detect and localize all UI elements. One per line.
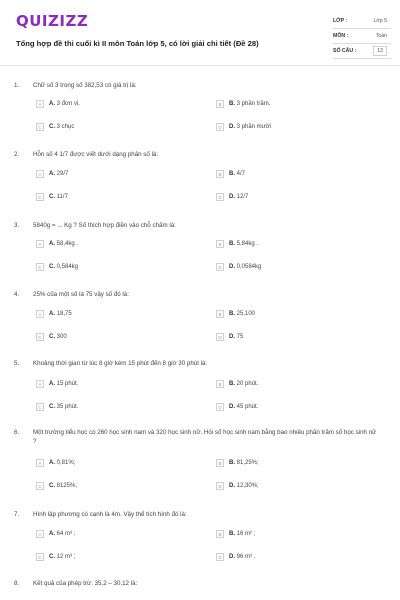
question-number: 6. [14,429,20,436]
option-letter-box: A [36,310,44,318]
option-text [49,381,78,387]
option-letter-box: D [216,263,224,271]
answer-option-b[interactable] [216,308,255,320]
option-letter-box: A [36,170,44,178]
option-text [229,194,248,200]
option-value: 15 phút. [55,381,79,387]
option-text [229,381,258,387]
option-text [49,124,74,130]
question-number: 4. [14,291,20,298]
option-label: D. [229,334,235,340]
option-value: 25,100 [235,311,256,317]
option-letter-box: C [36,263,44,271]
question-number: 2. [14,151,20,158]
option-text [49,194,68,200]
option-text [229,264,261,270]
option-text [49,171,68,177]
meta-box [333,14,391,59]
option-text [49,334,67,340]
answer-option-c[interactable] [36,551,75,563]
option-letter-box: B [216,380,224,388]
option-label: D. [229,124,235,130]
option-text [229,241,258,247]
option-label: B. [229,101,235,107]
answer-option-c[interactable] [36,191,68,203]
option-value: 3 chục [55,124,75,130]
option-letter-box: C [36,123,44,131]
option-value: 12,30%; [235,483,259,489]
option-letter-box: D [216,482,224,490]
option-label: A. [49,531,55,537]
answer-option-a[interactable] [36,378,78,390]
meta-subject-row [333,29,391,44]
answer-option-a[interactable] [36,308,72,320]
option-text [229,171,245,177]
option-text [49,404,78,410]
option-letter-box: B [216,170,224,178]
option-label: B. [229,241,235,247]
option-text [49,460,75,466]
meta-subject-key: MÔN : [333,33,349,39]
option-letter-box: A [36,240,44,248]
answer-option-a[interactable] [36,168,68,180]
option-letter-box: A [36,530,44,538]
option-text [49,311,72,317]
question-text: Hỗn số 4 1/7 được viết dưới dạng phân số là: [33,151,159,158]
answer-option-c[interactable] [36,401,78,413]
answer-option-b[interactable] [216,528,255,540]
option-value: 0,0584kg [235,264,262,270]
option-label: D. [229,554,235,560]
option-value: 20 phút. [235,381,259,387]
option-text [49,554,75,560]
meta-class-value: Lớp 5 [373,18,387,24]
option-label: B. [229,381,235,387]
answer-option-b[interactable] [216,98,270,110]
option-value: 300 [55,334,67,340]
option-value: 3 đơn vị. [55,101,80,107]
answer-option-a[interactable] [36,238,78,250]
option-letter-box: C [36,403,44,411]
header-divider [0,65,400,66]
answer-option-d[interactable] [216,261,261,273]
option-value: 8125%; [55,483,78,489]
meta-count-row [333,44,391,59]
option-letter-box: C [36,193,44,201]
option-value: 81,25%; [235,460,259,466]
option-label: A. [49,311,55,317]
meta-class-row [333,14,391,29]
option-text [229,334,243,340]
question-number: 3. [14,222,20,229]
option-label: D. [229,404,235,410]
option-value: 4/7 [235,171,246,177]
option-value: 75 [235,334,244,340]
option-text [229,531,255,537]
option-value: 12/7 [235,194,249,200]
option-letter-box: B [216,459,224,467]
option-value: 35 phút. [55,404,79,410]
answer-option-c[interactable] [36,331,67,343]
option-label: C. [49,404,55,410]
question-number: 8. [14,580,20,587]
answer-option-b[interactable] [216,168,245,180]
option-letter-box: D [216,123,224,131]
option-value: 58,4kg . [55,241,79,247]
option-letter-box: C [36,553,44,561]
option-text [229,404,258,410]
option-value: 96 m³ . [235,554,256,560]
option-letter-box: D [216,403,224,411]
option-text [229,483,259,489]
answer-option-a[interactable] [36,457,75,469]
option-label: A. [49,381,55,387]
option-label: B. [229,460,235,466]
option-letter-box: C [36,333,44,341]
option-value: 12 m³ ; [55,554,76,560]
answer-option-b[interactable] [216,378,258,390]
option-letter-box: B [216,100,224,108]
option-letter-box: A [36,459,44,467]
option-value: 45 phút. [235,404,259,410]
answer-option-d[interactable] [216,331,243,343]
option-label: B. [229,311,235,317]
option-label: B. [229,171,235,177]
option-letter-box: D [216,193,224,201]
answer-option-d[interactable] [216,191,248,203]
question-number: 7. [14,511,20,518]
answer-option-c[interactable] [36,121,74,133]
option-value: 16 m² ; [235,531,256,537]
answer-option-d[interactable] [216,401,258,413]
option-value: 3 phần mười [235,124,271,130]
option-label: A. [49,460,55,466]
question-text: Kết quả của phép trừ: 35,2 – 30,12 là: [33,580,138,587]
option-label: C. [49,124,55,130]
quizizz-logo: QUIZIZZ [16,12,89,30]
option-text [229,124,271,130]
option-value: 5,84kg . [235,241,259,247]
option-label: C. [49,334,55,340]
option-label: A. [49,241,55,247]
meta-class-key: LỚP : [333,18,348,24]
option-label: D. [229,264,235,270]
question-number: 1. [14,82,20,89]
option-value: 3 phần trăm. [235,101,271,107]
option-letter-box: C [36,482,44,490]
option-letter-box: B [216,530,224,538]
option-text [49,241,78,247]
option-label: C. [49,194,55,200]
option-letter-box: A [36,380,44,388]
question-text: 25% của một số là 75 vậy số đó là: [33,291,129,298]
question-text: Hình lập phương có cạnh là 4m. Vậy thể tích hình đó là: [33,511,187,518]
option-label: D. [229,194,235,200]
option-text [49,531,75,537]
answer-option-a[interactable] [36,528,75,540]
option-label: C. [49,264,55,270]
answer-option-c[interactable] [36,480,77,492]
option-letter-box: D [216,333,224,341]
option-text [49,483,77,489]
answer-option-b[interactable] [216,238,258,250]
option-label: C. [49,554,55,560]
option-value: 11/7 [55,194,68,200]
option-value: 0,81%; [55,460,76,466]
option-value: 64 m³ ; [55,531,76,537]
question-text: Chữ số 3 trong số 382,53 có giá trị là: [33,82,137,89]
option-text [229,311,255,317]
answer-option-c[interactable] [36,261,78,273]
question-text: Khoảng thời gian từ lúc 8 giờ kém 15 phút đến 8 giờ 30 phút là: [33,360,208,367]
page-title: Tổng hợp đề thi cuối kì II môn Toán lớp 5, có lời giải chi tiết (Đề 28) [16,39,259,48]
option-letter-box: B [216,240,224,248]
meta-subject-value: Toán [375,33,387,39]
option-value: 0,584kg [55,264,79,270]
answer-option-d[interactable] [216,121,271,133]
question-text: 5840g = ... Kg ? Số thích hợp điền vào chỗ chấm là: [33,222,176,229]
meta-count-value: 13 [373,46,387,56]
option-text [229,101,270,107]
option-label: B. [229,531,235,537]
question-text: Một trường tiểu học có 260 học sinh nam và 320 học sinh nữ. Hỏi số học sinh nam bằng bao nhiêu phần trăm số học sinh nữ ? [33,429,377,445]
answer-option-b[interactable] [216,457,259,469]
option-letter-box: A [36,100,44,108]
option-value: 18,75 [55,311,72,317]
answer-option-a[interactable] [36,98,80,110]
option-text [49,101,80,107]
option-value: 29/7 [55,171,69,177]
answer-option-d[interactable] [216,551,255,563]
option-letter-box: D [216,553,224,561]
question-number: 5. [14,360,20,367]
meta-count-key: SỐ CÂU : [333,48,357,54]
option-label: A. [49,171,55,177]
option-text [229,554,255,560]
option-text [229,460,259,466]
option-label: C. [49,483,55,489]
option-text [49,264,78,270]
option-label: A. [49,101,55,107]
option-label: D. [229,483,235,489]
answer-option-d[interactable] [216,480,259,492]
option-letter-box: B [216,310,224,318]
